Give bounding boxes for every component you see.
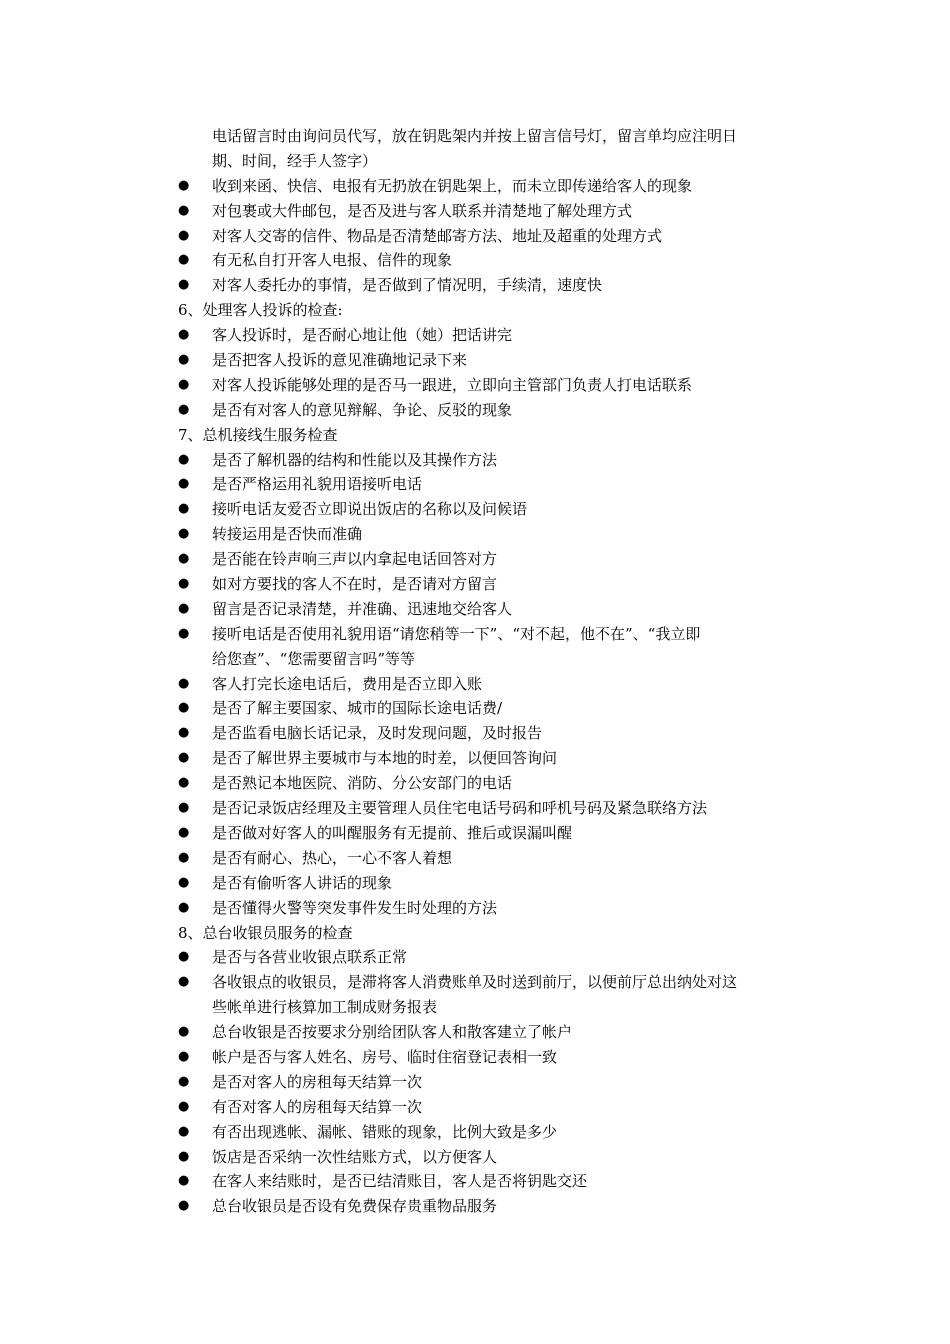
list-item-text: 对包裹或大件邮包，是否及进与客人联系并清楚地了解处理方式 [212,201,633,220]
list-item [178,398,818,423]
section-heading: 6、处理客人投诉的检查: [178,301,343,320]
list-item [178,522,818,547]
bullet-icon: ● [178,401,190,417]
bullet-icon: ● [178,1098,190,1114]
list-item-text: 在客人来结账时，是否已结清账目，客人是否将钥匙交还 [212,1172,588,1191]
list-item [178,448,818,473]
list-item [178,1145,818,1170]
bullet-icon: ● [178,352,190,368]
list-item-text: 饭店是否采纳一次性结账方式，以方便客人 [212,1147,498,1166]
list-item [178,497,818,522]
continuation-line: 给您查”、“您需要留言吗”等等 [212,649,416,668]
list-item [178,796,818,821]
continuation-line: 电话留言时由询问员代写，放在钥匙架内并按上留言信号灯，留言单均应注明日 [212,127,738,145]
bullet-icon: ● [178,725,190,741]
list-item-text: 对客人委托办的事情，是否做到了情况明，手续清，速度快 [212,276,603,295]
list-item-text: 接听电话是否使用礼貌用语“请您稍等一下”、“对不起，他不在”、“我立即 [212,624,701,643]
bullet-icon: ● [178,800,190,816]
list-item-text: 有否出现逃帐、漏帐、错账的现象，比例大致是多少 [212,1122,558,1141]
list-item-text: 客人投诉时，是否耐心地让他（她）把话讲完 [212,326,513,345]
bullet-icon: ● [178,252,190,268]
bullet-icon: ● [178,202,190,218]
bullet-icon: ● [178,1173,190,1189]
bullet-icon: ● [178,974,190,990]
list-item [178,672,818,697]
section-heading: 7、总机接线生服务检查 [178,425,338,444]
bullet-icon: ● [178,576,190,592]
bullet-icon: ● [178,1048,190,1064]
list-item [178,174,818,199]
bullet-icon: ● [178,1024,190,1040]
list-item [178,871,818,896]
bullet-icon: ● [178,949,190,965]
bullet-icon: ● [178,277,190,293]
list-item-text: 总台收银是否按要求分别给团队客人和散客建立了帐户 [212,1023,573,1042]
bullet-icon: ● [178,501,190,517]
list-item-text: 是否了解机器的结构和性能以及其操作方法 [212,450,498,469]
list-item [178,1020,818,1045]
list-item-text: 是否了解主要国家、城市的国际长途电话费/ [212,699,503,718]
bullet-icon: ● [178,451,190,467]
bullet-icon: ● [178,775,190,791]
list-item-text: 是否把客人投诉的意见准确地记录下来 [212,351,468,370]
list-item [178,1045,818,1070]
bullet-icon: ● [178,177,190,193]
list-item [178,1120,818,1145]
list-item-text: 有无私自打开客人电报、信件的现象 [212,251,453,270]
bullet-icon: ● [178,1073,190,1089]
section-heading: 8、总台收银员服务的检查 [178,923,353,942]
list-item [178,224,818,249]
bullet-icon: ● [178,700,190,716]
bullet-icon: ● [178,824,190,840]
list-item-text: 对客人投诉能够处理的是否马一跟进，立即向主管部门负责人打电话联系 [212,375,693,394]
list-item-text: 是否能在铃声响三声以内拿起电话回答对方 [212,550,498,569]
list-item-text: 是否了解世界主要城市与本地的时差，以便回答询问 [212,749,558,768]
list-item [178,273,818,298]
list-item-text: 是否熟记本地医院、消防、分公安部门的电话 [212,774,513,793]
list-item [178,746,818,771]
list-item-text: 留言是否记录清楚，并准确、迅速地交给客人 [212,599,513,618]
bullet-icon: ● [178,551,190,567]
bullet-icon: ● [178,899,190,915]
list-item-text: 各收银点的收银员，是滞将客人消费账单及时送到前厅，以便前厅总出纳处对这 [212,973,738,992]
list-item-text: 转接运用是否快而准确 [212,525,363,544]
list-item-text: 接听电话友爱否立即说出饭店的名称以及问候语 [212,500,528,519]
list-item-text: 帐户是否与客人姓名、房号、临时住宿登记表相一致 [212,1047,558,1066]
list-item [178,199,818,224]
list-item-text: 如对方要找的客人不在时，是否请对方留言 [212,575,498,594]
list-item [178,945,818,970]
list-item [178,323,818,348]
list-item [178,1169,818,1194]
list-item [178,846,818,871]
list-item [178,597,818,622]
list-item [178,1194,818,1219]
list-item-text: 是否做对好客人的叫醒服务有无提前、推后或误漏叫醒 [212,823,573,842]
list-item-text: 总台收银员是否设有免费保存贵重物品服务 [212,1197,498,1216]
bullet-icon: ● [178,526,190,542]
list-item-text: 是否对客人的房租每天结算一次 [212,1072,423,1091]
bullet-icon: ● [178,625,190,641]
list-item-text: 是否有偷听客人讲话的现象 [212,873,393,892]
document-body [178,124,818,1219]
list-item [178,472,818,497]
list-item [178,547,818,572]
list-item-text: 是否懂得火警等突发事件发生时处理的方法 [212,898,498,917]
bullet-icon: ● [178,675,190,691]
bullet-icon: ● [178,1198,190,1214]
list-item-text: 收到来函、快信、电报有无扔放在钥匙架上，而未立即传递给客人的现象 [212,176,693,195]
continuation-line: 些帐单进行核算加工制成财务报表 [212,998,438,1017]
list-item [178,373,818,398]
list-item [178,248,818,273]
bullet-icon: ● [178,476,190,492]
list-item [178,622,818,647]
list-item [178,572,818,597]
list-item-text: 是否与各营业收银点联系正常 [212,948,408,967]
list-item [178,896,818,921]
bullet-icon: ● [178,750,190,766]
list-item-text: 客人打完长途电话后，费用是否立即入账 [212,674,483,693]
bullet-icon: ● [178,376,190,392]
bullet-icon: ● [178,227,190,243]
bullet-icon: ● [178,849,190,865]
list-item [178,696,818,721]
bullet-icon: ● [178,327,190,343]
list-item-text: 对客人交寄的信件、物品是否清楚邮寄方法、地址及超重的处理方式 [212,226,663,245]
list-item [178,348,818,373]
list-item-text: 是否有耐心、热心，一心不客人着想 [212,848,453,867]
continuation-line: 期、时间，经手人签字） [212,151,378,170]
list-item [178,970,818,995]
list-item-text: 是否记录饭店经理及主要管理人员住宅电话号码和呼机号码及紧急联络方法 [212,799,708,818]
bullet-icon: ● [178,1123,190,1139]
list-item [178,721,818,746]
list-item [178,1095,818,1120]
list-item [178,1070,818,1095]
list-item-text: 有否对客人的房租每天结算一次 [212,1097,423,1116]
list-item [178,821,818,846]
list-item-text: 是否有对客人的意见辩解、争论、反驳的现象 [212,400,513,419]
bullet-icon: ● [178,874,190,890]
list-item-text: 是否严格运用礼貌用语接听电话 [212,475,423,494]
bullet-icon: ● [178,1148,190,1164]
bullet-icon: ● [178,600,190,616]
list-item [178,771,818,796]
list-item-text: 是否监看电脑长话记录，及时发现问题，及时报告 [212,724,543,743]
